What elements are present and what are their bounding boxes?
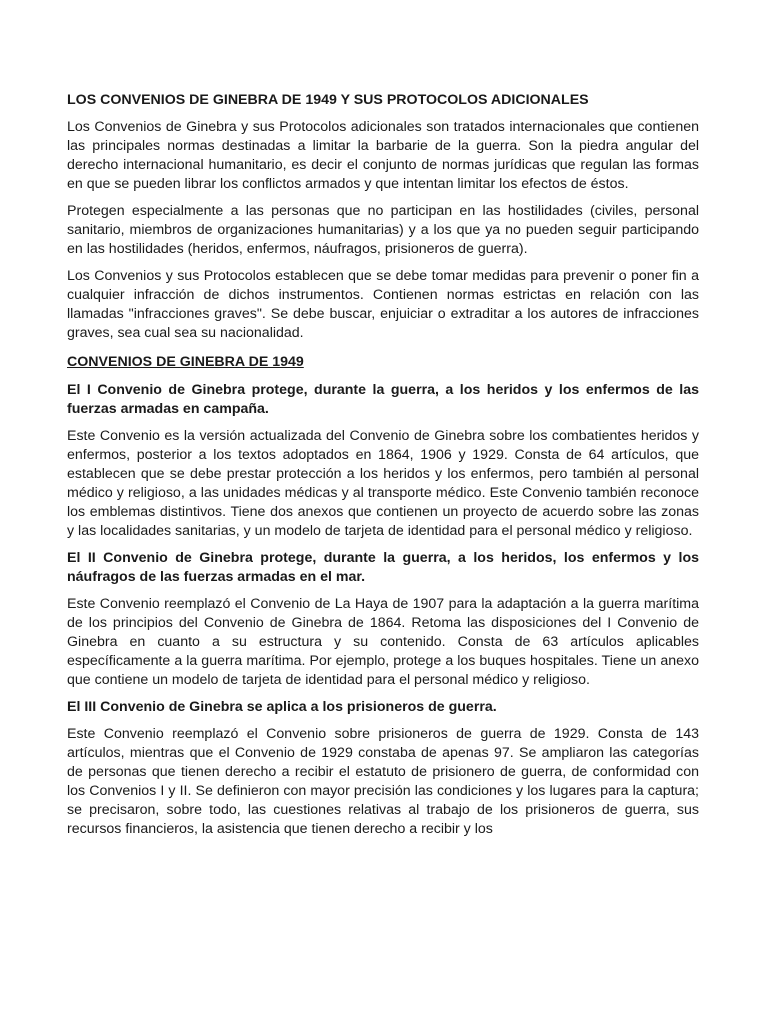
convention-heading: El I Convenio de Ginebra protege, durante la guerra, a los heridos y los enfermos de las fuerzas armadas en campaña. (67, 382, 699, 417)
intro-paragraph: Los Convenios y sus Protocolos establecen que se debe tomar medidas para prevenir o poner fin a cualquier infracción de dichos instrumentos. Contienen normas estrictas en relación con las llamadas "infracciones graves". Se debe buscar, enjuiciar o extraditar a los autores de infracciones graves, sea cual sea su nacionalidad. (67, 268, 699, 341)
convention-body: Este Convenio reemplazó el Convenio sobre prisioneros de guerra de 1929. Consta de 143 artículos, mientras que el Convenio de 1929 constaba de apenas 97. Se ampliaron las categorías de personas que tienen derecho a recibir el estatuto de prisionero de guerra, de conformidad con los Convenios I y II. Se definieron con mayor precisión las condiciones y los lugares para la captura; se precisaron, sobre todo, las cuestiones relativas al trabajo de los prisioneros de guerra, sus recursos financieros, la asistencia que tienen derecho a recibir y los (67, 726, 699, 837)
convention-body: Este Convenio reemplazó el Convenio de La Haya de 1907 para la adaptación a la guerra marítima de los principios del Convenio de Ginebra de 1864. Retoma las disposiciones del I Convenio de Ginebra en cuanto a su estructura y su contenido. Consta de 63 artículos aplicables específicamente a la guerra marítima. Por ejemplo, protege a los buques hospitales. Tiene un anexo que contiene un modelo de tarjeta de identidad para el personal médico y religioso. (67, 596, 699, 688)
section-heading: CONVENIOS DE GINEBRA DE 1949 (67, 354, 304, 370)
convention-body: Este Convenio es la versión actualizada del Convenio de Ginebra sobre los combatientes heridos y enfermos, posterior a los textos adoptados en 1864, 1906 y 1929. Consta de 64 artículos, que establecen que se debe prestar protección a los heridos y los enfermos, pero también al personal médico y religioso, a las unidades médicas y al transporte médico. Este Convenio también reconoce los emblemas distintivos. Tiene dos anexos que contienen un proyecto de acuerdo sobre las zonas y las localidades sanitarias, y un modelo de tarjeta de identidad para el personal médico y religioso. (67, 428, 699, 539)
intro-paragraph: Protegen especialmente a las personas que no participan en las hostilidades (civiles, personal sanitario, miembros de organizaciones humanitarias) y a los que ya no pueden seguir participando en las hostilidades (heridos, enfermos, náufragos, prisioneros de guerra). (67, 203, 699, 257)
document-page (67, 91, 699, 847)
intro-paragraph: Los Convenios de Ginebra y sus Protocolos adicionales son tratados internacionales que contienen las principales normas destinadas a limitar la barbarie de la guerra. Son la piedra angular del derecho internacional humanitario, es decir el conjunto de normas jurídicas que regulan las formas en que se pueden librar los conflictos armados y que intentan limitar los efectos de éstos. (67, 119, 699, 192)
document-title: LOS CONVENIOS DE GINEBRA DE 1949 Y SUS PROTOCOLOS ADICIONALES (67, 92, 589, 108)
convention-heading: El III Convenio de Ginebra se aplica a los prisioneros de guerra. (67, 699, 497, 715)
convention-heading: El II Convenio de Ginebra protege, durante la guerra, a los heridos, los enfermos y los náufragos de las fuerzas armadas en el mar. (67, 550, 699, 585)
